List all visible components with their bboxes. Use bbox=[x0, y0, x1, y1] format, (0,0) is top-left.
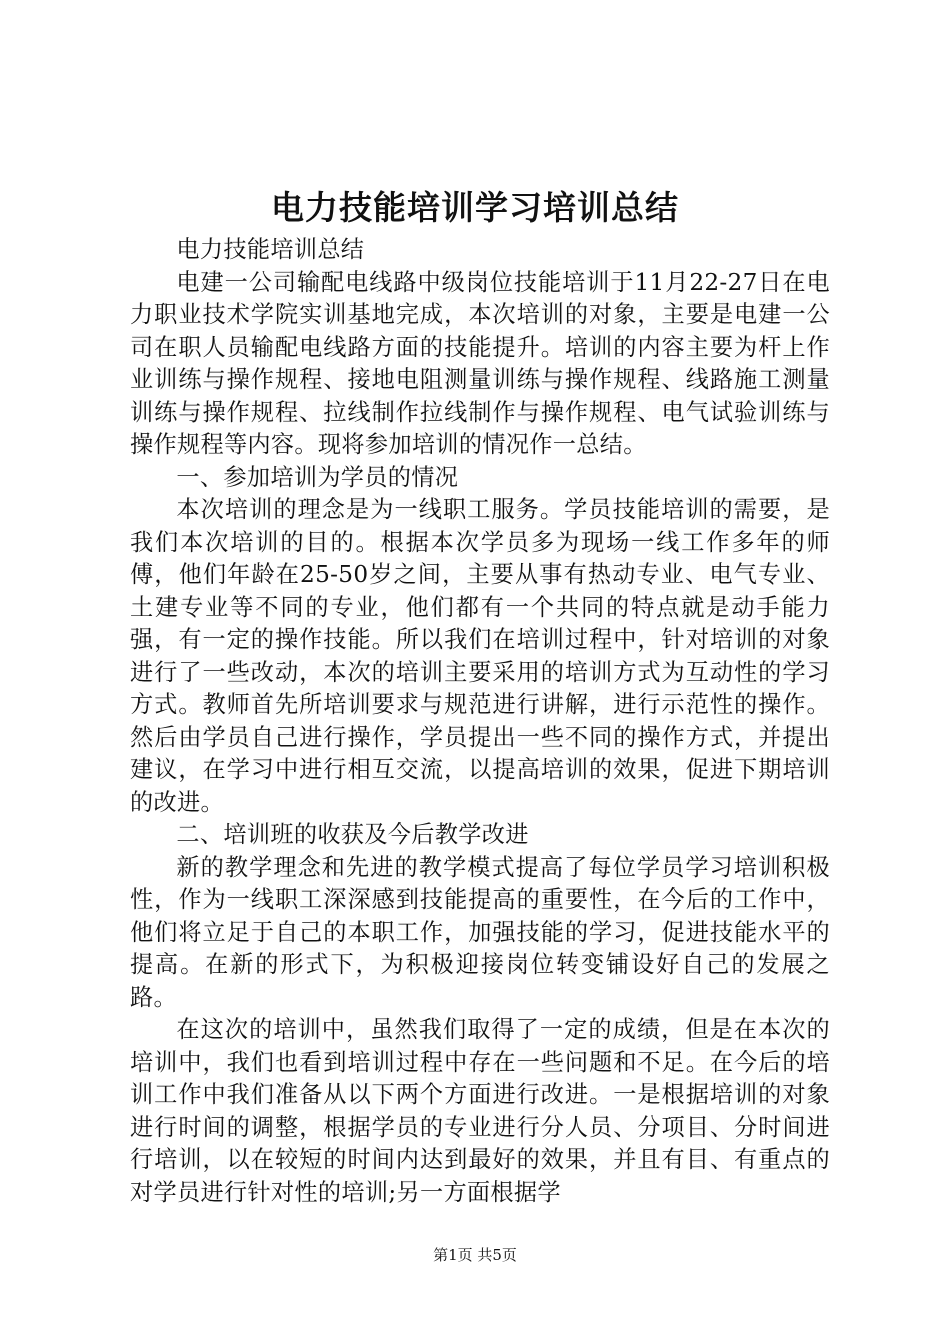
subtitle-paragraph: 电力技能培训总结 bbox=[176, 236, 365, 263]
page-footer: 第1页 共5页 bbox=[433, 1246, 517, 1264]
section-2-paragraph-1: 新的教学理念和先进的教学模式提高了每位学员学习培训积极性，作为一线职工深深感到技能提高的重要性，在今后的工作中，他们将立足于自己的本职工作，加强技能的学习，促进技能水平的提高。在新的形式下，为积极迎接岗位转变铺设好自己的发展之路。 bbox=[130, 853, 830, 1011]
document-title: 电力技能培训学习培训总结 bbox=[271, 188, 679, 227]
document-body bbox=[130, 234, 830, 1209]
section-heading-2: 二、培训班的收获及今后教学改进 bbox=[176, 821, 529, 848]
section-heading-1: 一、参加培训为学员的情况 bbox=[176, 463, 459, 491]
intro-paragraph: 电建一公司输配电线路中级岗位技能培训于11月22-27日在电力职业技术学院实训基地完成，本次培训的对象，主要是电建一公司在职人员输配电线路方面的技能提升。培训的内容主要为杆上作业训练与操作规程、接地电阻测量训练与操作规程、线路施工测量训练与操作规程、拉线制作拉线制作与操作规程、电气试验训练与操作规程等内容。现将参加培训的情况作一总结。 bbox=[130, 268, 830, 458]
section-1-paragraph: 本次培训的理念是为一线职工服务。学员技能培训的需要，是我们本次培训的目的。根据本次学员多为现场一线工作多年的师傅，他们年龄在25-50岁之间，主要从事有热动专业、电气专业、土建专业等不同的专业，他们都有一个共同的特点就是动手能力强，有一定的操作技能。所以我们在培训过程中，针对培训的对象进行了一些改动，本次的培训主要采用的培训方式为互动性的学习方式。教师首先所培训要求与规范进行讲解，进行示范性的操作。然后由学员自己进行操作，学员提出一些不同的操作方式，并提出建议，在学习中进行相互交流，以提高培训的效果，促进下期培训的改进。 bbox=[130, 496, 830, 816]
section-2-paragraph-2: 在这次的培训中，虽然我们取得了一定的成绩，但是在本次的培训中，我们也看到培训过程中存在一些问题和不足。在今后的培训工作中我们准备从以下两个方面进行改进。一是根据培训的对象进行时间的调整，根据学员的专业进行分人员、分项目、分时间进行培训，以在较短的时间内达到最好的效果，并且有目、有重点的对学员进行针对性的培训;另一方面根据学 bbox=[130, 1016, 830, 1206]
